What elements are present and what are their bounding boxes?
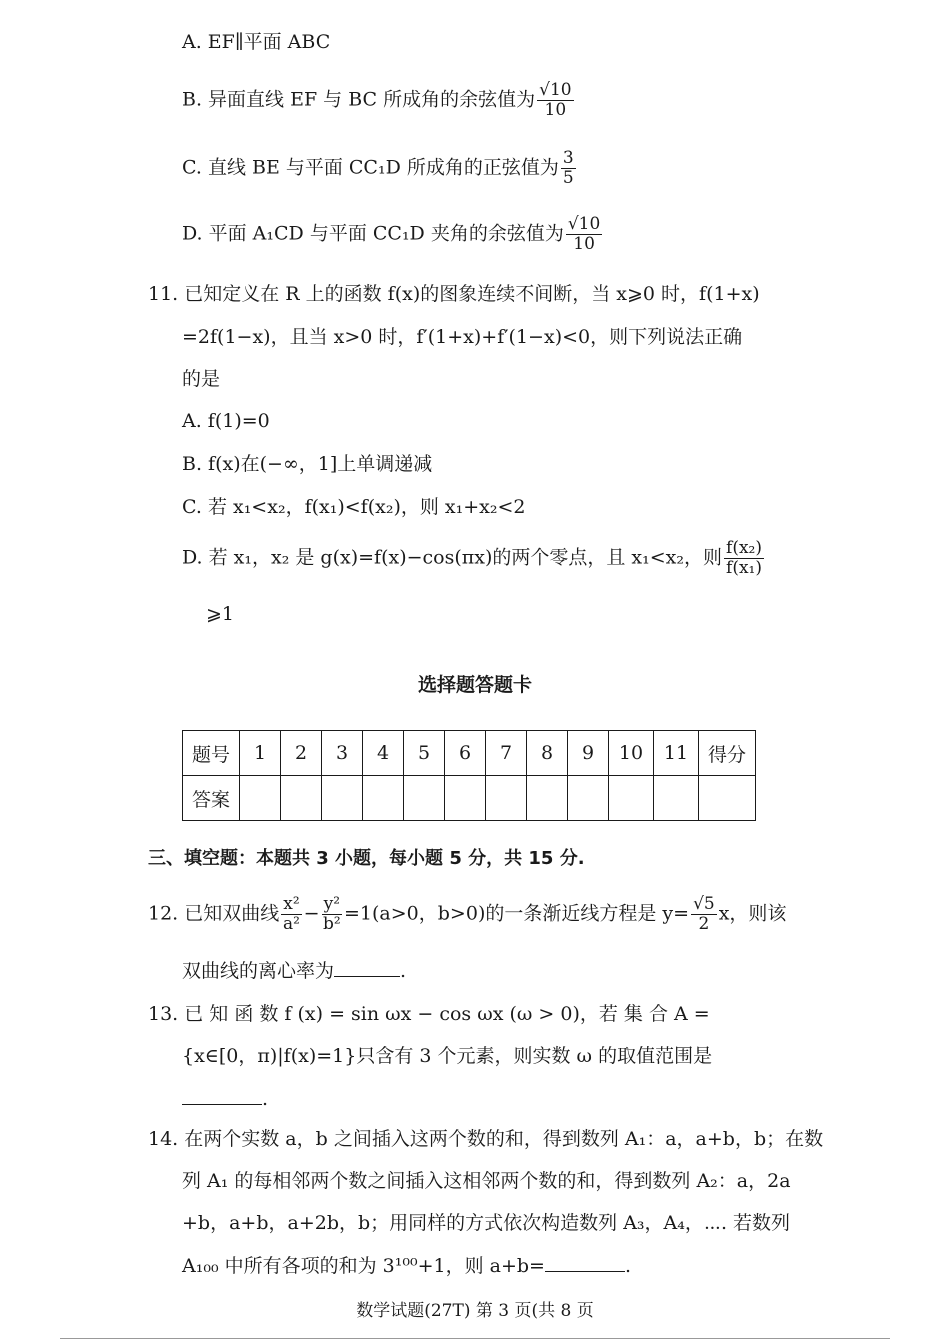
q14-end: . bbox=[624, 1255, 632, 1277]
q11-option-d-numerator: f(x₂) bbox=[726, 538, 762, 558]
q11-option-d-fraction bbox=[724, 540, 764, 577]
question-number-3: 3 bbox=[322, 731, 363, 776]
question-number-9: 9 bbox=[568, 731, 609, 776]
answer-card-row2-header: 答案 bbox=[183, 776, 240, 821]
q10-option-d-text: D. 平面 A₁CD 与平面 CC₁D 夹角的余弦值为 bbox=[182, 222, 564, 245]
q14-answer-blank[interactable] bbox=[545, 1271, 625, 1272]
answer-cell-2[interactable] bbox=[281, 776, 322, 821]
answer-cell-score[interactable] bbox=[699, 776, 756, 821]
answer-cell-4[interactable] bbox=[363, 776, 404, 821]
q10-option-c-denominator: 5 bbox=[562, 168, 574, 188]
q12-fraction-y2-b2 bbox=[322, 896, 342, 933]
answer-card-number-row bbox=[183, 731, 756, 776]
q11-stem-line3: 的是 bbox=[182, 368, 221, 390]
q12-f2-denominator: b² bbox=[322, 914, 341, 934]
q12-minus: − bbox=[303, 902, 320, 925]
q12-fraction-sqrt5-2 bbox=[691, 896, 717, 933]
question-number-1: 1 bbox=[240, 731, 281, 776]
q11-option-a: A. f(1)=0 bbox=[182, 410, 270, 432]
q12-answer-blank[interactable] bbox=[334, 976, 400, 977]
q10-option-d bbox=[182, 216, 604, 253]
q10-option-c-text: C. 直线 BE 与平面 CC₁D 所成角的正弦值为 bbox=[182, 156, 559, 179]
q13-line1: 13. 已 知 函 数 f (x) = sin ωx − cos ωx (ω > 0)，若 集 合 A = bbox=[148, 1003, 710, 1025]
q14-line3: +b，a+b，a+2b，b；用同样的方式依次构造数列 A₃，A₄，⋯. 若数列 bbox=[182, 1212, 791, 1234]
q11-option-d-denominator: f(x₁) bbox=[726, 558, 762, 578]
answer-card-score-header: 得分 bbox=[699, 731, 756, 776]
q12-f3-denominator: 2 bbox=[698, 914, 710, 934]
q14-line2: 列 A₁ 的每相邻两个数之间插入这相邻两个数的和，得到数列 A₂：a，2a bbox=[182, 1170, 791, 1192]
q10-option-d-denominator: 10 bbox=[573, 234, 595, 254]
answer-cell-11[interactable] bbox=[654, 776, 699, 821]
answer-cell-7[interactable] bbox=[486, 776, 527, 821]
answer-cell-9[interactable] bbox=[568, 776, 609, 821]
question-number-7: 7 bbox=[486, 731, 527, 776]
q10-option-c-numerator: 3 bbox=[562, 148, 574, 168]
answer-cell-10[interactable] bbox=[609, 776, 654, 821]
answer-card-table bbox=[182, 730, 756, 821]
q10-option-b-denominator: 10 bbox=[544, 100, 567, 120]
answer-cell-6[interactable] bbox=[445, 776, 486, 821]
q11-option-c: C. 若 x₁<x₂，f(x₁)<f(x₂)，则 x₁+x₂<2 bbox=[182, 496, 526, 518]
q10-option-b-text: B. 异面直线 EF 与 BC 所成角的余弦值为 bbox=[182, 88, 536, 111]
answer-cell-3[interactable] bbox=[322, 776, 363, 821]
q10-option-b-fraction bbox=[537, 82, 573, 119]
question-number-4: 4 bbox=[363, 731, 404, 776]
q12-f1-numerator: x² bbox=[283, 894, 300, 914]
question-number-11: 11 bbox=[654, 731, 699, 776]
q12-mid: =1(a>0，b>0)的一条渐近线方程是 y= bbox=[344, 902, 690, 925]
q11-option-d-text: D. 若 x₁，x₂ 是 g(x)=f(x)−cos(πx)的两个零点，且 x₁<x₂，则 bbox=[182, 546, 723, 569]
answer-card-row1-header: 题号 bbox=[183, 731, 240, 776]
q13-line3 bbox=[182, 1090, 268, 1109]
section-3-heading: 三、填空题：本题共 3 小题，每小题 5 分，共 15 分. bbox=[148, 848, 585, 869]
q14-line4-text: A₁₀₀ 中所有各项的和为 3¹⁰⁰+1，则 a+b= bbox=[182, 1255, 545, 1277]
question-number-8: 8 bbox=[527, 731, 568, 776]
q12-f2-numerator: y² bbox=[323, 894, 341, 914]
question-number-6: 6 bbox=[445, 731, 486, 776]
q11-stem-line2: =2f(1−x)，且当 x>0 时，f′(1+x)+f′(1−x)<0，则下列说法正确 bbox=[182, 326, 743, 348]
q10-option-b bbox=[182, 82, 576, 119]
q12-f3-numerator: √5 bbox=[693, 894, 715, 914]
q10-option-c-fraction bbox=[561, 150, 576, 187]
question-number-2: 2 bbox=[281, 731, 322, 776]
answer-card-title: 选择题答题卡 bbox=[417, 674, 532, 696]
q14-line1: 14. 在两个实数 a，b 之间插入这两个数的和，得到数列 A₁：a，a+b，b；在数 bbox=[148, 1128, 824, 1150]
q10-option-a: A. EF∥平面 ABC bbox=[182, 31, 331, 53]
q13-end: . bbox=[262, 1088, 269, 1110]
q13-line2: {x∈[0，π)|f(x)=1}只含有 3 个元素，则实数 ω 的取值范围是 bbox=[182, 1045, 713, 1067]
q10-option-d-numerator: √10 bbox=[567, 214, 601, 234]
answer-cell-5[interactable] bbox=[404, 776, 445, 821]
q10-option-b-numerator: √10 bbox=[539, 80, 572, 100]
q11-option-d-line2: ⩾1 bbox=[206, 603, 235, 625]
q12-suffix: x，则该 bbox=[718, 902, 787, 925]
q11-stem-line1: 11. 已知定义在 R 上的函数 f(x)的图象连续不间断，当 x⩾0 时，f(1+x) bbox=[148, 283, 760, 305]
q13-answer-blank[interactable] bbox=[182, 1104, 262, 1105]
q12-f1-denominator: a² bbox=[282, 914, 300, 934]
bottom-divider bbox=[60, 1338, 890, 1339]
question-number-5: 5 bbox=[404, 731, 445, 776]
q10-option-c bbox=[182, 150, 578, 187]
q11-option-b: B. f(x)在(−∞，1]上单调递减 bbox=[182, 453, 433, 475]
page-footer: 数学试题(27T) 第 3 页(共 8 页 bbox=[356, 1301, 594, 1321]
q12-line1 bbox=[148, 896, 786, 933]
q12-fraction-x2-a2 bbox=[281, 896, 301, 933]
q12-prefix: 12. 已知双曲线 bbox=[148, 902, 280, 925]
q11-option-d bbox=[182, 540, 766, 577]
answer-cell-8[interactable] bbox=[527, 776, 568, 821]
question-number-10: 10 bbox=[609, 731, 654, 776]
q14-line4 bbox=[182, 1257, 631, 1276]
answer-cell-1[interactable] bbox=[240, 776, 281, 821]
q12-line2 bbox=[182, 962, 406, 981]
answer-card-answer-row bbox=[183, 776, 756, 821]
q12-line2-text: 双曲线的离心率为 bbox=[182, 960, 335, 982]
q10-option-d-fraction bbox=[566, 216, 602, 253]
q12-end: . bbox=[400, 960, 407, 982]
